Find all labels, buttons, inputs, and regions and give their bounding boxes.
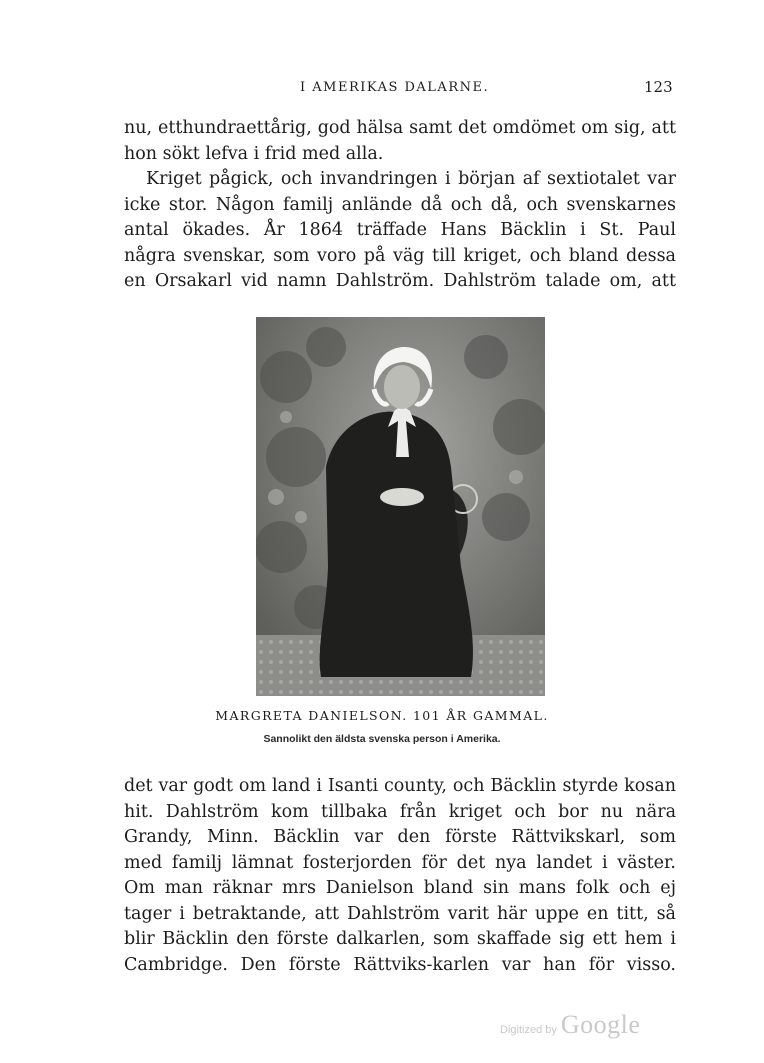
text-line: några svenskar, som voro på väg till kriget, och bland dessa bbox=[124, 245, 676, 266]
text-line: det var godt om land i Isanti county, och Bäcklin styrde kosan bbox=[124, 776, 676, 796]
text-line: blir Bäcklin den förste dalkarlen, som skaffade sig ett hem i bbox=[124, 929, 676, 949]
watermark-prefix: Digitized by bbox=[500, 1024, 557, 1036]
text-line: med familj lämnat fosterjorden för det nya landet i väster. bbox=[124, 852, 676, 873]
paragraph-continued bbox=[124, 116, 676, 167]
photo-caption: MARGRETA DANIELSON. 101 ÅR GAMMAL. bbox=[215, 708, 549, 723]
text-line: tager i betraktande, att Dahlström varit här uppe en titt, så bbox=[124, 903, 676, 924]
text-line: antal ökades. År 1864 träffade Hans Bäcklin i St. Paul bbox=[124, 220, 676, 240]
photo-subcaption: Sannolikt den äldsta svenska person i Amerika. bbox=[263, 733, 501, 745]
text-line: icke stor. Någon familj anlände då och då, och svenskarnes bbox=[124, 194, 676, 215]
text-line: Cambridge. Den förste Rättviks-karlen var han för visso. bbox=[124, 954, 676, 975]
portrait-photo bbox=[256, 317, 545, 696]
page-number: 123 bbox=[644, 78, 673, 96]
text-line: hit. Dahlström kom tillbaka från kriget och bor nu nära bbox=[124, 801, 676, 822]
running-title: I AMERIKAS DALARNE. bbox=[300, 80, 490, 95]
running-head bbox=[0, 80, 764, 102]
face bbox=[384, 365, 420, 409]
text-line: Om man räknar mrs Danielson bland sin mans folk och ej bbox=[124, 878, 676, 898]
paragraph-continued-after-photo bbox=[124, 774, 676, 978]
paragraph-war bbox=[124, 167, 676, 295]
text-before-photo bbox=[124, 116, 676, 295]
google-logo: Google bbox=[560, 1010, 641, 1039]
text-line: en Orsakarl vid namn Dahlström. Dahlström talade om, att bbox=[124, 271, 676, 291]
text-line: hon sökt lefva i frid med alla. bbox=[124, 143, 384, 164]
text-line: Kriget pågick, och invandringen i början af sextiotalet var bbox=[146, 169, 676, 189]
text-line: nu, etthundraettårig, god hälsa samt det omdömet om sig, att bbox=[124, 118, 676, 138]
portrait-illustration bbox=[256, 317, 545, 696]
text-line: Grandy, Minn. Bäcklin var den förste Rättvikskarl, som bbox=[124, 827, 676, 847]
digitized-watermark bbox=[500, 1010, 640, 1040]
text-after-photo bbox=[124, 774, 676, 978]
folded-hands bbox=[380, 488, 424, 506]
